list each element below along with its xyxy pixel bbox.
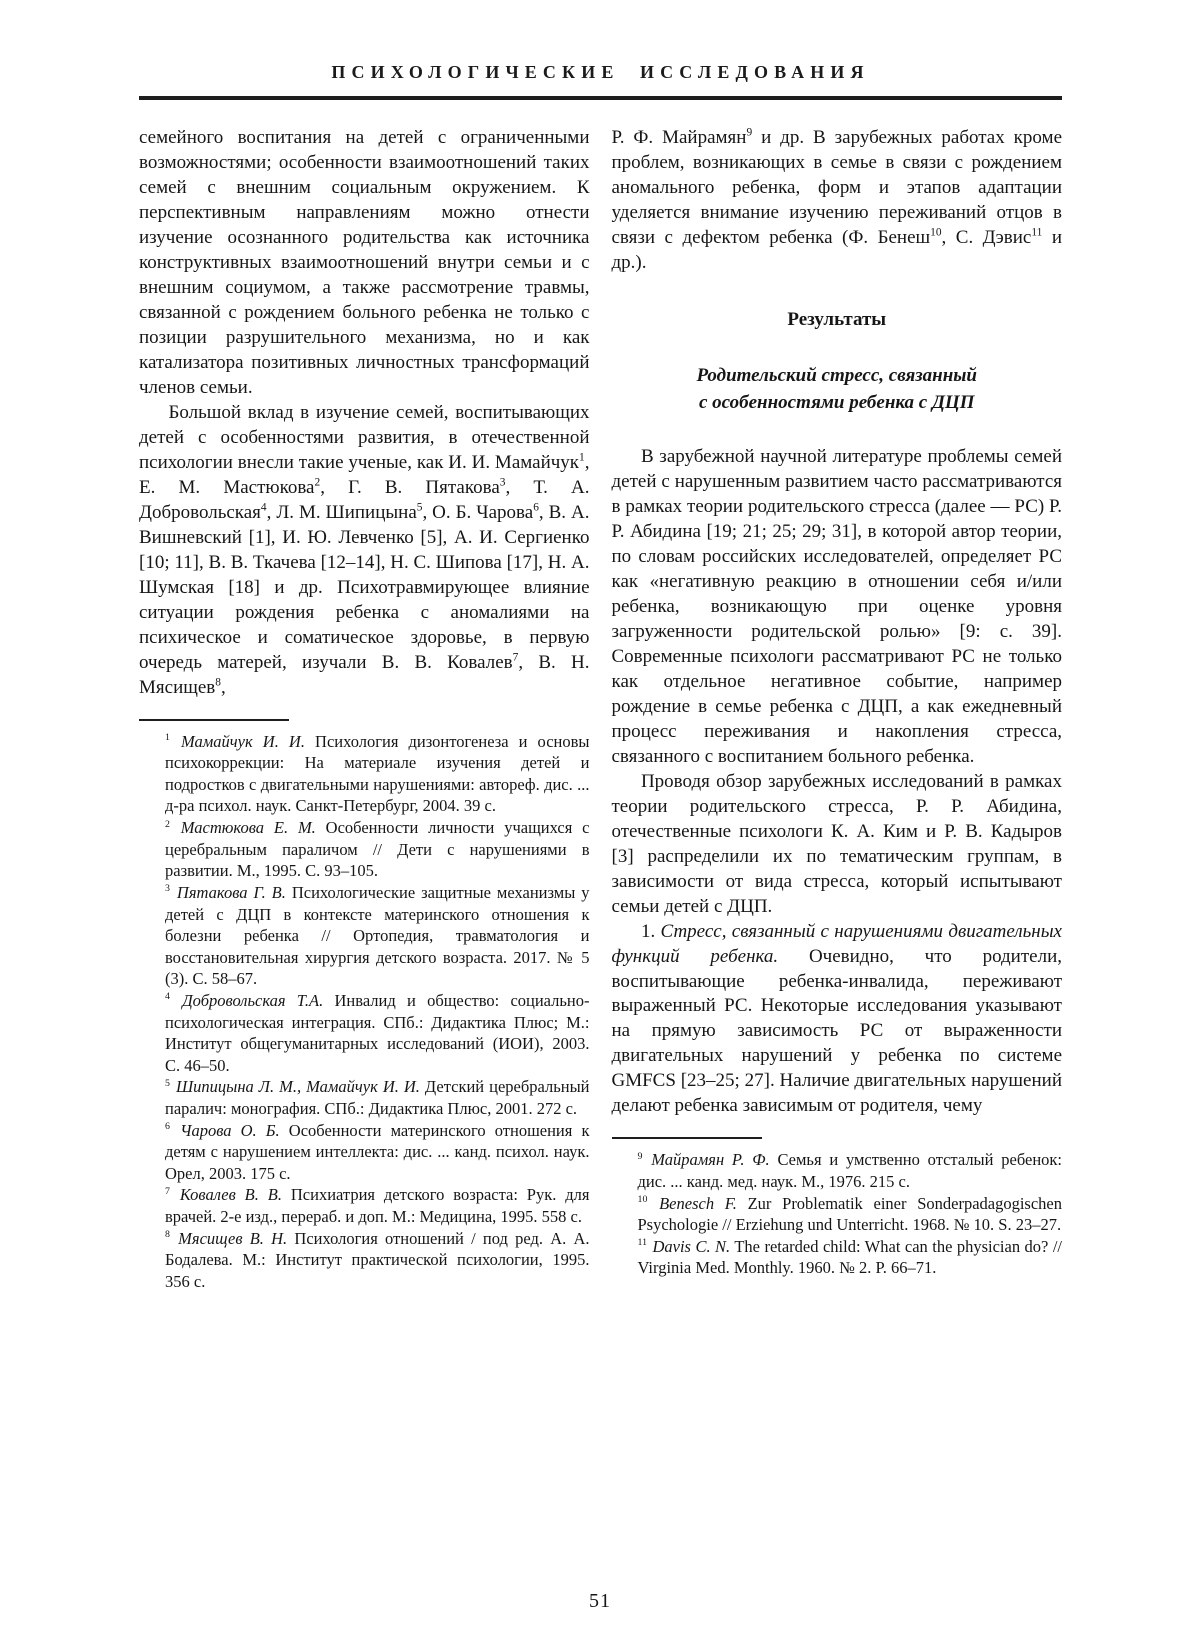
footnote: $^3$ Пятакова Г. В. Психологические защитные механизмы у детей с ДЦП в контексте материнского отношения к болезни ребенка // Ортопедия, травматология и восстановительная хирургия детского возраста. 2017. № 5 (3). С. 58–67. [165, 882, 590, 989]
section-subheading: Родительский стресс, связанный с особенностями ребенка с ДЦП [696, 364, 977, 413]
footnote-number: 8 [165, 1229, 170, 1241]
left-column-body [139, 126, 590, 701]
footnote-number: 2 [165, 818, 170, 830]
results-section-heading: Результаты [787, 308, 887, 330]
paragraph: 1. Стресс, связанный с нарушениями двигательных функций ребенка. Очевидно, что родители, воспитывающие ребенка-инвалида, переживают выраженный РС. Некоторые исследования указывают на прямую зависимость РС от выраженности двигательных нарушений у ребенка по системе GMFCS [23–25; 27]. Наличие двигательных нарушений делают ребенка зависимым от родителя, чему [611, 920, 1062, 1117]
paragraph: Проводя обзор зарубежных исследований в рамках теории родительского стресса, Р. Р. Абидина, отечественные психологи К. А. Ким и Р. В. Кадыров [3] распределили их по тематическим группам, в зависимости от вида стресса, который испытывают семьи детей с ДЦП. [611, 770, 1062, 917]
footnote: $^8$ Мясищев В. Н. Психология отношений / под ред. А. А. Бодалева. М.: Институт практической психологии, 1995. 356 с. [165, 1228, 590, 1291]
paragraph: Р. Ф. Майрамян$^9$ и др. В зарубежных работах кроме проблем, возникающих в семье в связи с рождением аномального ребенка, форм и этапов адаптации уделяется внимание изучению переживаний отцов в связи с дефектом ребенка (Ф. Бенеш$^{10}$, С. Дэвис$^{11}$ и др.). [611, 126, 1063, 273]
right-column-body [612, 445, 1063, 1120]
footnote: $^6$ Чарова О. Б. Особенности материнского отношения к детям с нарушением интеллекта: дис. ... канд. психол. наук. Орел, 2003. 175 с. [165, 1120, 590, 1183]
footnote: $^7$ Ковалев В. В. Психиатрия детского возраста: Рук. для врачей. 2-е изд., перераб. и доп. М.: Медицина, 1995. 558 с. [165, 1185, 590, 1227]
footnote-separator-left [139, 719, 289, 721]
paragraph: В зарубежной научной литературе проблемы семей детей с нарушенным развитием часто рассматриваются в рамках теории родительского стресса (далее — РС) Р. Р. Абидина [19; 21; 25; 29; 31], в которой автор теории, по словам российских исследователей, определяет РС как «негативную реакцию в отношении себя и/или ребенка, возникающую при оценке уровня загруженности родительской ролью» [9: с. 39]. Современные психологи рассматривают РС не только как отдельное негативное событие, например рождение в семье ребенка с ДЦП, а как ежедневный процесс переживания и накопления стресса, связанного с воспитанием больного ребенка. [611, 445, 1062, 767]
paragraph: семейного воспитания на детей с ограниченными возможностями; особенности взаимоотношений таких семей с внешним социальным окружением. К перспективным направлениям можно отнести изучение осознанного родительства как источника конструктивных взаимоотношений внутри семьи и с внешним социумом, а также рассмотрение травмы, связанной с рождением больного ребенка не только с позиции разрушительного механизма, но и как катализатора позитивных личностных трансформаций членов семьи. [139, 127, 590, 398]
footnote-number: 1 [165, 732, 170, 744]
footnote: $^1$ Мамайчук И. И. Психология дизонтогенеза и основы психокоррекции: На материале изучения детей и подростков с двигательными нарушениями: автореф. дис. ... д-ра психол. наук. Санкт-Петербург, 2004. 39 с. [165, 731, 590, 816]
two-column-layout [139, 126, 1062, 1292]
footnote-number: 7 [165, 1185, 170, 1197]
footnote: $^2$ Мастюкова Е. М. Особенности личности учащихся с церебральным параличом // Дети с нарушениями в развитии. М., 1995. С. 93–105. [165, 818, 590, 881]
page-number: 51 [589, 1590, 611, 1612]
footnote-number: 3 [165, 883, 170, 895]
header-rule [139, 96, 1062, 100]
footnote-number: 10 [637, 1194, 648, 1206]
footnote: $^4$ Добровольская Т.А. Инвалид и общество: социально-психологическая интеграция. СПб.: Дидактика Плюс; М.: Институт общегуманитарных исследований (ИОИ), 2003. С. 46–50. [165, 990, 590, 1075]
footnote-number: 11 [637, 1237, 648, 1249]
footnote-number: 6 [165, 1121, 170, 1133]
left-column-footnotes [165, 731, 590, 1293]
footnote: $^5$ Шипицына Л. М., Мамайчук И. И. Детский церебральный паралич: монография. СПб.: Дидактика Плюс, 2001. 272 с. [165, 1077, 590, 1118]
footnote: $^9$ Майрамян Р. Ф. Семья и умственно отсталый ребенок: дис. ... канд. мед. наук. М., 1976. 215 с. [637, 1150, 1063, 1192]
right-column [612, 126, 1063, 1292]
footnote-number: 9 [637, 1150, 643, 1162]
footnote: $^{10}$ Benesch F. Zur Problematik einer Sonderpadagogischen Psychologie // Erziehung und Unterricht. 1968. № 10. S. 23–27. [637, 1193, 1062, 1235]
right-column-body-top [612, 126, 1063, 276]
journal-running-header: ПСИХОЛОГИЧЕСКИЕ ИССЛЕДОВАНИЯ [331, 62, 870, 82]
footnote: $^{11}$ Davis C. N. The retarded child: What can the physician do? // Virginia Med. Monthly. 1960. № 2. P. 66–71. [637, 1236, 1062, 1278]
paragraph: Большой вклад в изучение семей, воспитывающих детей с особенностями развития, в отечественной психологии внесли такие ученые, как И. И. Мамайчук$^1$, Е. М. Мастюкова$^2$, Г. В. Пятакова$^3$, Т. А. Добровольская$^4$, Л. М. Шипицына$^5$, О. Б. Чарова$^6$, В. А. Вишневский [1], И. Ю. Левченко [5], А. И. Сергиенко [10; 11], В. В. Ткачева [12–14], Н. С. Шипова [17], Н. А. Шумская [18] и др. Психотравмирующее влияние ситуации рождения ребенка с аномалиями на психическое и соматическое здоровье, в первую очередь матерей, изучали В. В. Ковалев$^7$, В. Н. Мясищев$^8$, [139, 401, 590, 698]
footnote-number: 4 [165, 991, 170, 1003]
left-column [139, 126, 590, 1292]
right-column-footnotes [638, 1149, 1063, 1279]
footnote-number: 5 [165, 1077, 170, 1089]
footnote-separator-right [612, 1137, 762, 1139]
